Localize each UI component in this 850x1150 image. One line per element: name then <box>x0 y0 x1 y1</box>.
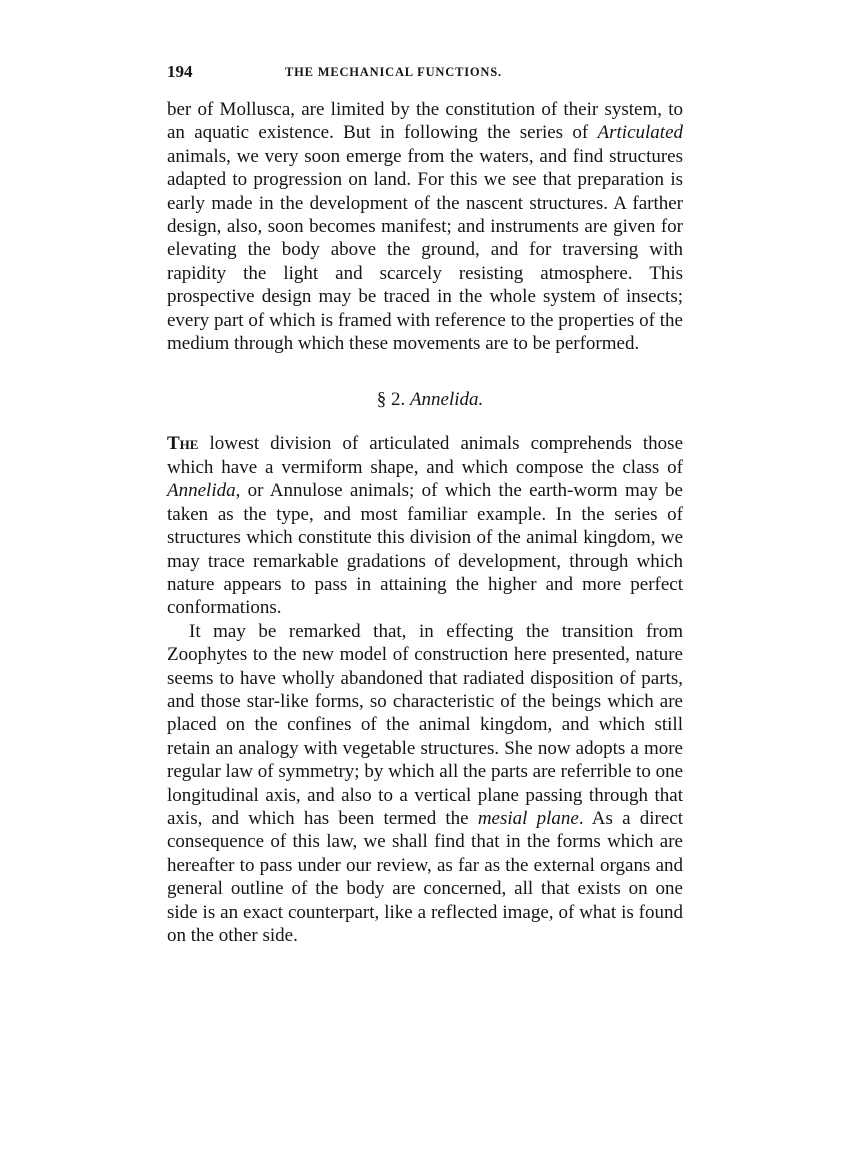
paragraph-2 <box>167 432 683 619</box>
running-title: THE MECHANICAL FUNCTIONS. <box>285 65 502 79</box>
section-title: Annelida. <box>409 389 484 411</box>
paragraph-1-text-a: ber of Mollusca, are limited by the constitution of their system, to an aquatic existence. But in following the series of <box>167 99 683 144</box>
paragraph-2-text-a: lowest division of articulated animals comprehends those which have a vermiform shape, and which compose the class of <box>167 433 683 478</box>
paragraph-2-lead-word: The <box>167 433 199 455</box>
page-number: 194 <box>167 62 193 81</box>
paragraph-1 <box>167 98 683 355</box>
paragraph-3-text-b: . As a direct consequence of this law, we shall find that in the forms which are hereafter to pass under our review, as far as the external organs and general outline of the body are concerned, all that exists on one side is an exact counterpart, like a reflected image, of what is found on the other side. <box>167 807 683 946</box>
paragraph-2-text-b: , or Annulose animals; of which the earth-worm may be taken as the type, and most familiar example. In the series of structures which constitute this division of the animal kingdom, we may trace remarkable gradations of development, through which nature appears to pass in attaining the higher and more perfect conformations. <box>167 480 683 619</box>
section-number: § 2. <box>376 389 406 411</box>
paragraph-3-italic-term: mesial plane <box>477 807 579 829</box>
paragraph-1-text-b: animals, we very soon emerge from the waters, and find structures adapted to progression on land. For this we see that preparation is early made in the development of the nascent structures. A farther design, also, soon becomes manifest; and instruments are given for elevating the body above the ground, and for traversing with rapidity the light and scarcely resisting atmosphere. This prospective design may be traced in the whole system of insects; every part of which is framed with reference to the properties of the medium through which these movements are to be performed. <box>167 145 683 355</box>
paragraph-2-italic-term: Annelida <box>167 480 236 502</box>
paragraph-3-text-a: It may be remarked that, in effecting the transition from Zoophytes to the new model of construction here presented, nature seems to have wholly abandoned that radiated disposition of parts, and those star-like forms, so characteristic of the beings which are placed on the confines of the animal kingdom, and which still retain an analogy with vegetable structures. She now adopts a more regular law of symmetry; by which all the parts are referrible to one longitudinal axis, and also to a vertical plane passing through that axis, and which has been termed the <box>167 620 683 829</box>
book-page <box>167 62 683 947</box>
paragraph-1-italic-term: Articulated <box>597 122 683 144</box>
section-heading <box>167 388 683 412</box>
paragraph-3 <box>167 620 683 948</box>
running-head <box>167 62 683 84</box>
